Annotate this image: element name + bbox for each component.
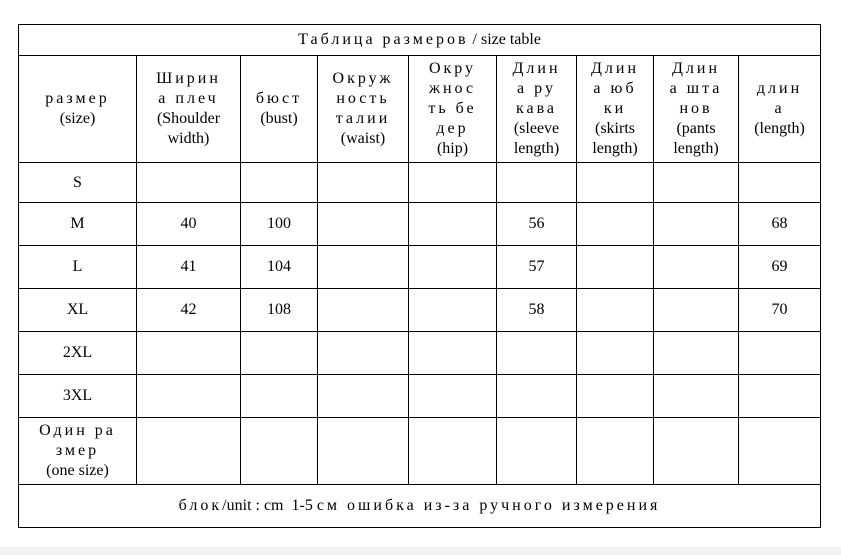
header-label-ru: длин [756,80,803,97]
footer-note [19,485,821,528]
value-cell [318,418,409,485]
header-label-ru: ки [603,100,627,117]
header-label-ru: жнос [428,80,477,97]
value-cell [241,418,318,485]
value-cell [654,418,739,485]
header-label-ru: талии [335,110,391,127]
table-row [19,203,821,246]
value-cell [318,246,409,289]
header-label-ru: Окруж [332,70,394,87]
header-label-ru: Окру [428,60,477,77]
value-cell [577,163,654,203]
header-cell [497,56,577,163]
size-label-cell: S [19,163,137,203]
value-cell: 40 [137,203,241,246]
header-cell [241,56,318,163]
value-cell [137,332,241,375]
value-cell [318,332,409,375]
value-cell [654,289,739,332]
header-label-ru: ность [336,90,390,107]
value-cell [137,418,241,485]
value-cell [318,163,409,203]
size-label-cell: M [19,203,137,246]
value-cell [137,375,241,418]
value-cell [409,332,497,375]
value-cell [654,246,739,289]
value-cell: 57 [497,246,577,289]
value-cell [577,375,654,418]
value-cell: 108 [241,289,318,332]
header-label-ru: размер [45,90,110,107]
value-cell [497,163,577,203]
header-label-ru: бюст [255,90,303,107]
value-cell [409,289,497,332]
table-row [19,375,821,418]
size-label-cell: 2XL [19,332,137,375]
header-label-ru: нов [679,100,713,117]
header-cell [19,56,137,163]
value-cell [654,203,739,246]
header-label-en: (hip) [436,140,469,157]
size-label-cell: XL [19,289,137,332]
table-title [19,25,821,56]
header-label-en: (Shoulder [156,110,221,127]
header-label-ru: Длин [590,60,640,77]
value-cell [137,163,241,203]
size-table [18,24,821,528]
header-label-en: (length) [754,120,805,137]
header-label-ru: дер [436,120,469,137]
footer-note-ru: см ошибка из-за ручного измерения [316,497,661,514]
header-cell [739,56,821,163]
header-label-en: (sleeve [513,120,560,137]
table-row-one-size [19,418,821,485]
value-cell: 58 [497,289,577,332]
header-label-en: (bust) [260,110,298,127]
footer-unit-ru: блок [178,497,223,514]
header-cell [409,56,497,163]
header-label-en: length) [592,140,638,157]
value-cell [497,375,577,418]
value-cell [497,332,577,375]
header-label-ru: Длин [671,60,721,77]
header-row [19,56,821,163]
header-label-en: length) [673,140,719,157]
value-cell [241,163,318,203]
value-cell: 56 [497,203,577,246]
table-title-en: / size table [472,31,541,48]
value-cell [739,418,821,485]
header-label-ru: кава [515,100,558,117]
header-label-en: width) [167,130,210,147]
value-cell [318,203,409,246]
value-cell [409,375,497,418]
value-cell: 70 [739,289,821,332]
header-label-en: length) [513,140,560,157]
value-cell [318,289,409,332]
value-cell [739,375,821,418]
value-cell [654,375,739,418]
value-cell: 68 [739,203,821,246]
value-cell [241,375,318,418]
header-label-ru: Длин [512,60,561,77]
footer-range: 1-5 [291,497,313,514]
value-cell [654,332,739,375]
header-label-ru: а юб [593,80,637,97]
value-cell [577,289,654,332]
header-label-ru: а плеч [158,90,219,107]
header-cell [318,56,409,163]
header-label-ru: ть бе [428,100,477,117]
header-cell [137,56,241,163]
header-label-ru: а шта [669,80,723,97]
value-cell [409,246,497,289]
header-cell [577,56,654,163]
size-label-cell: 3XL [19,375,137,418]
value-cell [739,163,821,203]
value-cell [577,203,654,246]
footer-row [19,485,821,528]
table-row [19,246,821,289]
header-label-ru: а ру [517,80,556,97]
value-cell: 69 [739,246,821,289]
header-label-ru: а [774,100,785,117]
header-label-ru: Ширин [156,70,221,87]
value-cell [318,375,409,418]
value-cell [577,332,654,375]
header-cell [654,56,739,163]
value-cell [654,163,739,203]
value-cell [497,418,577,485]
table-title-ru: Таблица размеров [298,31,469,48]
table-row [19,332,821,375]
table-row [19,289,821,332]
table-row [19,163,821,203]
bottom-strip [0,547,841,555]
footer-unit-en: /unit : cm [222,497,284,514]
value-cell [409,163,497,203]
value-cell: 104 [241,246,318,289]
value-cell: 42 [137,289,241,332]
value-cell [409,203,497,246]
value-cell: 41 [137,246,241,289]
value-cell [409,418,497,485]
header-label-en: (size) [59,110,96,127]
one-size-label-ru: змер [55,442,100,459]
value-cell [241,332,318,375]
value-cell [577,246,654,289]
one-size-label-en: (one size) [46,462,109,479]
one-size-label-cell [19,418,137,485]
value-cell [577,418,654,485]
header-label-en: (skirts [595,120,635,137]
header-label-en: (pants [676,120,716,137]
one-size-label-ru: Один ра [39,422,116,439]
value-cell: 100 [241,203,318,246]
value-cell [739,332,821,375]
header-label-en: (waist) [340,130,386,147]
size-label-cell: L [19,246,137,289]
